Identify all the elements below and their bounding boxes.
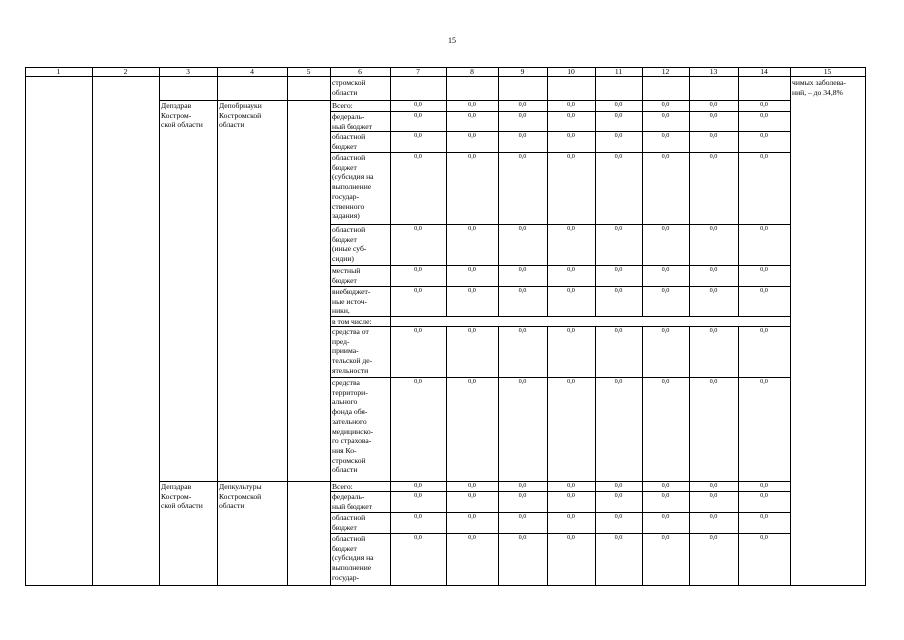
amount-cell: 0,0 — [760, 101, 768, 108]
amount-cell: 0,0 — [567, 266, 575, 273]
continued-label: области — [332, 87, 358, 97]
amount-cell: 0,0 — [709, 225, 718, 232]
funding-source-label: выполнение — [332, 563, 372, 573]
funding-source-label: местный — [332, 266, 361, 275]
amount-cell: 0,0 — [661, 513, 670, 520]
amount-cell: 0,0 — [518, 266, 527, 273]
amount-cell: 0,0 — [760, 266, 768, 273]
funding-source-label: областной — [332, 225, 366, 234]
amount-cell: 0,0 — [709, 266, 718, 273]
co-executor: области — [219, 120, 245, 130]
amount-cell: 0,0 — [468, 534, 476, 541]
table-rule — [92, 67, 93, 586]
funding-source-label: областной — [332, 153, 366, 162]
amount-cell: 0,0 — [468, 378, 476, 385]
amount-cell: 0,0 — [567, 378, 575, 385]
funding-source-label: Всего: — [332, 101, 353, 110]
amount-cell: 0,0 — [414, 287, 422, 294]
funding-source-label: сидии) — [332, 254, 354, 264]
amount-cell: 0,0 — [518, 153, 527, 160]
amount-cell: 0,0 — [760, 513, 768, 520]
responsible-department: Депздрав — [161, 482, 192, 491]
funding-source-label: (субсидия на — [332, 553, 374, 563]
amount-cell: 0,0 — [709, 132, 718, 139]
amount-cell: 0,0 — [709, 378, 718, 385]
amount-cell: 0,0 — [661, 101, 670, 108]
funding-source-label: областной — [332, 513, 366, 522]
responsible-department: ской области — [161, 120, 203, 130]
amount-cell: 0,0 — [709, 112, 718, 119]
amount-cell: 0,0 — [614, 225, 623, 232]
funding-source-label: приима- — [332, 346, 359, 356]
amount-cell: 0,0 — [518, 101, 527, 108]
amount-cell: 0,0 — [661, 153, 670, 160]
amount-cell: 0,0 — [614, 132, 623, 139]
target-note: ний, – до 34,8% — [792, 87, 843, 97]
column-header: 2 — [123, 67, 128, 76]
funding-source-label: ния Ко- — [332, 445, 357, 455]
funding-source-label: пред- — [332, 336, 350, 346]
amount-cell: 0,0 — [661, 225, 670, 232]
amount-cell: 0,0 — [614, 101, 623, 108]
funding-source-label: государ- — [332, 191, 360, 201]
amount-cell: 0,0 — [614, 112, 623, 119]
amount-cell: 0,0 — [661, 327, 670, 334]
funding-source-label: фонда обя- — [332, 407, 368, 417]
funding-source-label: средства — [332, 378, 360, 387]
amount-cell: 0,0 — [614, 287, 623, 294]
amount-cell: 0,0 — [518, 112, 527, 119]
funding-source-label: областной — [332, 132, 366, 141]
amount-cell: 0,0 — [567, 492, 575, 499]
page-number: 15 — [448, 36, 456, 45]
amount-cell: 0,0 — [468, 225, 476, 232]
amount-cell: 0,0 — [414, 492, 422, 499]
funding-source-label: ники, — [332, 306, 350, 316]
amount-cell: 0,0 — [709, 101, 718, 108]
amount-cell: 0,0 — [709, 153, 718, 160]
funding-source-label: выполнение — [332, 182, 372, 192]
amount-cell: 0,0 — [567, 112, 575, 119]
table-rule — [25, 67, 26, 586]
amount-cell: 0,0 — [661, 482, 670, 489]
funding-source-label: ственного — [332, 201, 365, 211]
amount-cell: 0,0 — [567, 101, 575, 108]
funding-source-label: внебюджет- — [332, 287, 371, 296]
amount-cell: 0,0 — [414, 513, 422, 520]
table-rule — [287, 67, 288, 586]
amount-cell: 0,0 — [518, 378, 527, 385]
target-note: чимых заболева- — [792, 78, 846, 87]
amount-cell: 0,0 — [518, 225, 527, 232]
amount-cell: 0,0 — [567, 513, 575, 520]
amount-cell: 0,0 — [614, 327, 623, 334]
column-header: 11 — [614, 67, 623, 76]
amount-cell: 0,0 — [661, 266, 670, 273]
funding-source-label: бюджет — [332, 543, 357, 553]
co-executor: Депкультуры — [219, 482, 262, 491]
funding-source-label: областной — [332, 534, 366, 543]
amount-cell: 0,0 — [661, 132, 670, 139]
amount-cell: 0,0 — [414, 153, 422, 160]
amount-cell: 0,0 — [468, 492, 476, 499]
amount-cell: 0,0 — [518, 482, 527, 489]
budget-table — [25, 67, 865, 585]
amount-cell: 0,0 — [518, 132, 527, 139]
column-header: 8 — [470, 67, 474, 76]
column-header: 14 — [760, 67, 768, 76]
amount-cell: 0,0 — [760, 492, 768, 499]
column-header: 7 — [416, 67, 420, 76]
amount-cell: 0,0 — [567, 534, 575, 541]
column-header: 5 — [306, 67, 311, 76]
merged-cell — [391, 317, 790, 326]
funding-source-label: бюджет — [332, 522, 357, 532]
amount-cell: 0,0 — [567, 287, 575, 294]
amount-cell: 0,0 — [518, 513, 527, 520]
co-executor: Депобрнауки — [219, 101, 262, 110]
amount-cell: 0,0 — [414, 112, 422, 119]
continued-label: стромской — [332, 78, 366, 87]
co-executor: области — [219, 501, 245, 511]
amount-cell: 0,0 — [760, 534, 768, 541]
funding-source-label: ный бюджет — [332, 501, 372, 511]
funding-source-label: территори- — [332, 387, 368, 397]
column-header: 15 — [823, 67, 832, 76]
funding-source-label: бюджет — [332, 234, 357, 244]
amount-cell: 0,0 — [468, 482, 476, 489]
amount-cell: 0,0 — [468, 112, 476, 119]
table-rule — [217, 67, 218, 586]
amount-cell: 0,0 — [567, 153, 575, 160]
column-header: 12 — [661, 67, 670, 76]
amount-cell: 0,0 — [760, 132, 768, 139]
funding-source-label: тельской де- — [332, 356, 373, 366]
funding-source-label: задания) — [332, 211, 360, 221]
amount-cell: 0,0 — [567, 225, 575, 232]
funding-source-label: области — [332, 465, 358, 475]
responsible-department: Костром- — [161, 491, 192, 501]
responsible-department: Костром- — [161, 110, 192, 120]
amount-cell: 0,0 — [468, 132, 476, 139]
column-header: 10 — [567, 67, 575, 76]
amount-cell: 0,0 — [468, 153, 476, 160]
amount-cell: 0,0 — [661, 492, 670, 499]
column-header: 1 — [56, 67, 61, 76]
amount-cell: 0,0 — [760, 225, 768, 232]
co-executor: Костромской — [219, 491, 262, 501]
amount-cell: 0,0 — [414, 225, 422, 232]
column-header: 6 — [358, 67, 362, 76]
amount-cell: 0,0 — [414, 378, 422, 385]
amount-cell: 0,0 — [614, 153, 623, 160]
funding-source-label: в том числе: — [332, 317, 372, 326]
amount-cell: 0,0 — [518, 287, 527, 294]
amount-cell: 0,0 — [709, 327, 718, 334]
funding-source-label: (иные суб- — [332, 244, 367, 254]
funding-source-label: средства от — [332, 327, 369, 336]
amount-cell: 0,0 — [709, 492, 718, 499]
table-rule — [865, 67, 866, 586]
column-header: 13 — [709, 67, 718, 76]
funding-source-label: го страхова- — [332, 436, 372, 446]
amount-cell: 0,0 — [567, 327, 575, 334]
amount-cell: 0,0 — [518, 534, 527, 541]
co-executor: Костромской — [219, 110, 262, 120]
responsible-department: ской области — [161, 501, 203, 511]
responsible-department: Депздрав — [161, 101, 192, 110]
amount-cell: 0,0 — [468, 327, 476, 334]
amount-cell: 0,0 — [614, 513, 623, 520]
funding-source-label: ального — [332, 397, 358, 407]
funding-source-label: ятельности — [332, 365, 369, 375]
funding-source-label: ный бюджет — [332, 121, 372, 131]
table-rule — [159, 67, 160, 586]
amount-cell: 0,0 — [661, 534, 670, 541]
amount-cell: 0,0 — [760, 482, 768, 489]
funding-source-label: федераль- — [332, 492, 365, 501]
column-header: 9 — [520, 67, 525, 76]
amount-cell: 0,0 — [661, 287, 670, 294]
funding-source-label: (субсидия на — [332, 172, 374, 182]
funding-source-label: федераль- — [332, 112, 365, 121]
amount-cell: 0,0 — [468, 513, 476, 520]
amount-cell: 0,0 — [661, 112, 670, 119]
amount-cell: 0,0 — [614, 266, 623, 273]
amount-cell: 0,0 — [661, 378, 670, 385]
amount-cell: 0,0 — [614, 378, 623, 385]
amount-cell: 0,0 — [709, 482, 718, 489]
funding-source-label: бюджет — [332, 162, 357, 172]
amount-cell: 0,0 — [760, 153, 768, 160]
amount-cell: 0,0 — [709, 287, 718, 294]
amount-cell: 0,0 — [709, 513, 718, 520]
amount-cell: 0,0 — [760, 287, 768, 294]
amount-cell: 0,0 — [468, 266, 476, 273]
amount-cell: 0,0 — [414, 266, 422, 273]
column-header: 4 — [250, 67, 254, 76]
funding-source-label: ные источ- — [332, 296, 368, 306]
amount-cell: 0,0 — [614, 482, 623, 489]
funding-source-label: стромской — [332, 455, 366, 465]
amount-cell: 0,0 — [414, 101, 422, 108]
amount-cell: 0,0 — [567, 482, 575, 489]
amount-cell: 0,0 — [518, 492, 527, 499]
amount-cell: 0,0 — [567, 132, 575, 139]
funding-source-label: бюджет — [332, 141, 357, 151]
amount-cell: 0,0 — [414, 534, 422, 541]
amount-cell: 0,0 — [760, 327, 768, 334]
amount-cell: 0,0 — [760, 112, 768, 119]
amount-cell: 0,0 — [468, 101, 476, 108]
amount-cell: 0,0 — [468, 287, 476, 294]
funding-source-label: государ- — [332, 572, 360, 582]
amount-cell: 0,0 — [614, 534, 623, 541]
amount-cell: 0,0 — [709, 534, 718, 541]
funding-source-label: бюджет — [332, 275, 357, 285]
funding-source-label: Всего: — [332, 482, 353, 491]
column-header: 3 — [186, 67, 190, 76]
amount-cell: 0,0 — [414, 132, 422, 139]
amount-cell: 0,0 — [760, 378, 768, 385]
funding-source-label: зательного — [332, 416, 367, 426]
funding-source-label: медицинско- — [332, 426, 374, 436]
amount-cell: 0,0 — [414, 482, 422, 489]
amount-cell: 0,0 — [414, 327, 422, 334]
amount-cell: 0,0 — [518, 327, 527, 334]
amount-cell: 0,0 — [614, 492, 623, 499]
